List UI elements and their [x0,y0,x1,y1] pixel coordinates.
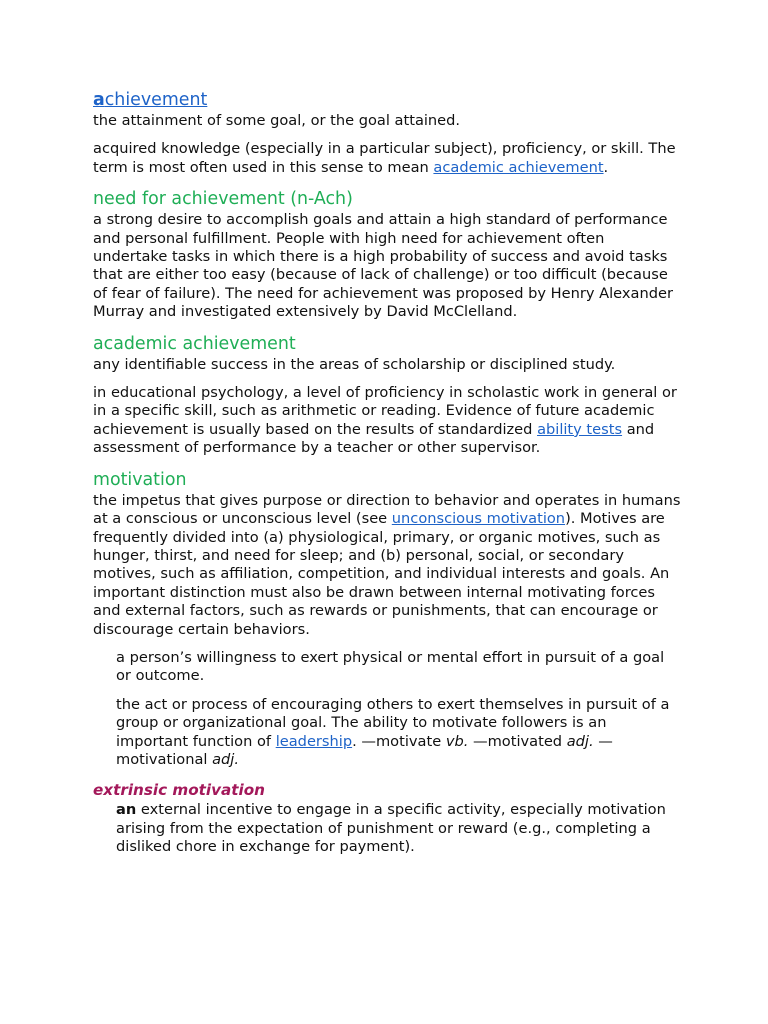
motivation-def1-end: ). Motives are frequently divided into (a) physiological, primary, or organic motives, such as hunger, thirst, and need for sleep; and (b) personal, social, or secondary motives, such as affiliation, competition, and individual interests and goals. An important distinction must also be drawn between internal motivating forces and external factors, such as rewards or punishments, that can encourage or discourage certain behaviors. [93,510,670,638]
unconscious-motivation-link[interactable]: unconscious motivation [391,510,566,528]
extrinsic-def-text: external incentive to engage in a specific activity, especially motivation arising from the expectation of punishment or reward (e.g., completing a disliked chore in exchange for payment). [116,801,666,856]
motivation-def3-adj2: adj. [212,750,239,768]
academic-def2-text: in educational psychology, a level of proficiency in scholastic work in general or in a specific skill, such as arithmetic or reading. Evidence of future academic achievement is usually based on the results of standardized [93,384,677,438]
motivation-def1-text: the impetus that gives purpose or direction to behavior and operates in humans at a conscious or unconscious level (see [93,491,681,528]
motivation-definition-2: a person’s willingness to exert physical or mental effort in pursuit of a goal or outcome. [116,648,665,685]
motivation-def3-adj1: adj. [566,732,594,750]
motivation-def3-mid1: . —motivate [352,732,446,750]
entry-title-motivation: motivation [93,469,187,490]
document-page [93,88,683,857]
academic-achievement-definition-2 [93,384,683,458]
academic-def2-end: and assessment of performance by a teacher or other supervisor. [93,420,655,457]
entry-title-academic-achievement: academic achievement [93,333,296,354]
motivation-definition-1 [93,492,683,639]
entry-title-achievement[interactable] [93,88,683,112]
need-for-achievement-definition: a strong desire to accomplish goals and attain a high standard of performance and personal fulfillment. People with high need for achievement often undertake tasks in which there is a high probability of success and avoid tasks that are either too easy (because of lack of challenge) or too difficult (because of fear of failure). The need for achievement was proposed by Henry Alexander Murray and investigated extensively by David McClelland. [93,211,673,321]
extrinsic-motivation-definition [116,801,683,856]
motivation-def3-mid3: —motivational [116,732,613,768]
achievement-title-link[interactable] [93,90,207,110]
motivation-definition-3 [116,696,683,770]
academic-achievement-definition-1: any identifiable success in the areas of scholarship or disciplined study. [93,355,616,373]
motivation-def3-vb: vb. [445,732,469,750]
achievement-def2-end: . [603,158,609,176]
extrinsic-def-bold: an [116,801,137,819]
achievement-definition-1: the attainment of some goal, or the goal attained. [93,112,461,129]
leadership-link[interactable]: leadership [275,732,353,750]
achievement-title-rest: chievement [104,90,208,110]
entry-title-extrinsic-motivation: extrinsic motivation [93,781,265,800]
achievement-title-initial: a [93,90,105,110]
entry-title-need-for-achievement: need for achievement (n-Ach) [93,189,353,210]
motivation-def3-text: the act or process of encouraging others to exert themselves in pursuit of a group or organizational goal. The ability to motivate followers is an important function of [116,695,670,750]
academic-achievement-link[interactable]: academic achievement [433,158,604,176]
achievement-def2-text: acquired knowledge (especially in a particular subject), proficiency, or skill. The term is most often used in this sense to mean [93,140,676,176]
achievement-definition-2 [93,140,683,177]
ability-tests-link[interactable]: ability tests [537,420,623,438]
motivation-def3-mid2: —motivated [468,732,567,750]
